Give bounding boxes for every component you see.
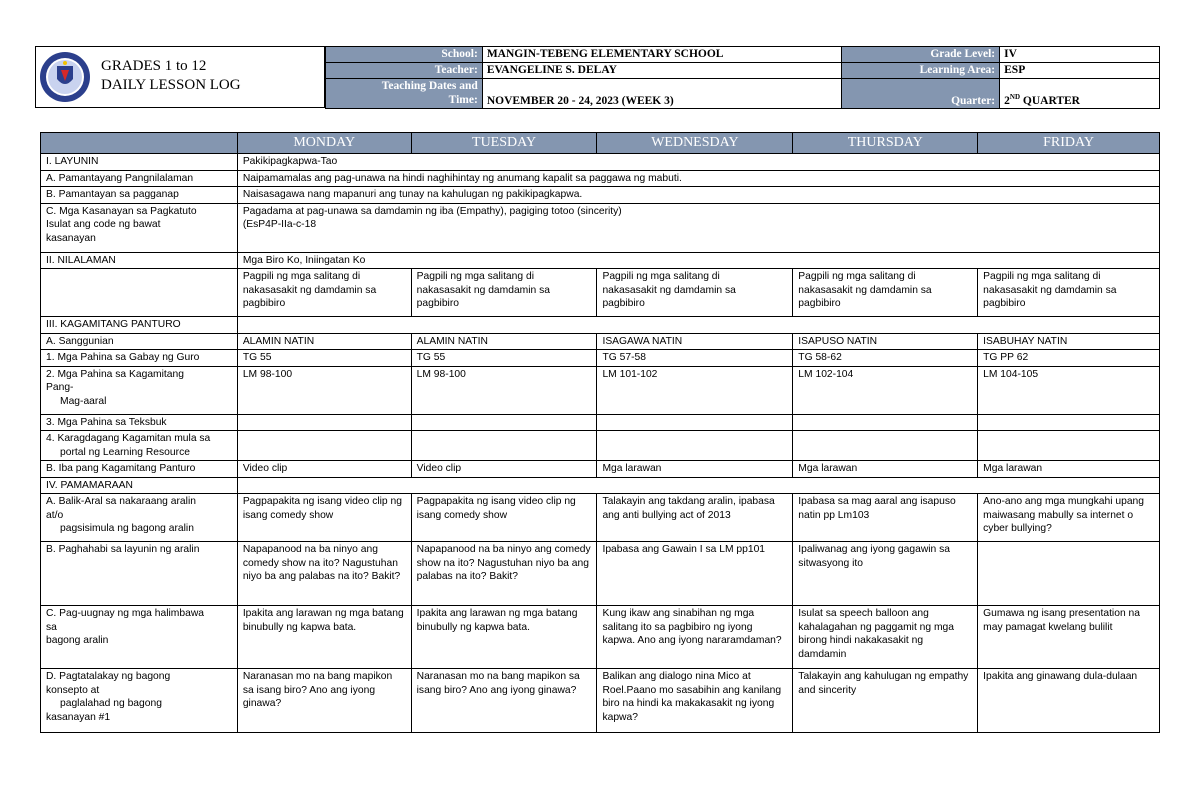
table-row — [41, 203, 1160, 252]
title-line-2: DAILY LESSON LOG — [101, 77, 241, 93]
row-value: Pakikipagkapwa-Tao — [237, 154, 1159, 171]
content-line: pagbibiro — [602, 298, 645, 309]
row-label-line: paglalahad ng bagong — [60, 698, 162, 709]
table-row — [41, 606, 1160, 669]
table-row — [41, 269, 1160, 317]
competency-code: (EsP4P-IIa-c-18 — [242, 219, 317, 230]
content-line: pagbibiro — [798, 298, 841, 309]
content-line: pagbibiro — [983, 298, 1026, 309]
row-value: Naipamamalas ang pag-unawa na hindi naghihintay ng anumang kapalit sa paggawa ng mabuti. — [237, 170, 1159, 187]
row-label: III. KAGAMITANG PANTURO — [41, 317, 238, 334]
row-label — [41, 606, 238, 669]
row-label-line: Pang- — [46, 382, 74, 393]
row-label: II. NILALAMAN — [41, 252, 238, 269]
cell-friday: Gumawa ng isang presentation na may pamagat kwelang bulilit — [978, 606, 1160, 669]
day-header-row — [41, 133, 1160, 154]
cell-monday — [237, 414, 411, 431]
row-label-line: portal ng Learning Resource — [60, 446, 190, 458]
cell-wednesday: LM 101-102 — [597, 366, 793, 414]
row-label-line: 2. Mga Pahina sa Kagamitang — [46, 368, 184, 380]
cell-monday: Ipakita ang larawan ng mga batang binubully ng kapwa bata. — [237, 606, 411, 669]
content-line: nakasasakit ng damdamin sa — [416, 284, 551, 296]
row-label — [41, 494, 238, 542]
content-cell-friday — [978, 269, 1160, 317]
cell-friday: LM 104-105 — [978, 366, 1160, 414]
row-value: Mga Biro Ko, Iniingatan Ko — [237, 252, 1159, 269]
cell-monday: Pagpapakita ng isang video clip ng isang comedy show — [237, 494, 411, 542]
content-cell-wednesday — [597, 269, 793, 317]
learning-area-label: Learning Area: — [842, 63, 1000, 79]
cell-friday — [978, 414, 1160, 431]
cell-tuesday — [411, 431, 597, 461]
table-row — [41, 669, 1160, 733]
row-label-line: at/o — [46, 509, 64, 521]
row-label-line: sa — [46, 621, 57, 633]
content-line: Pagpili ng mga salitang di — [983, 271, 1101, 282]
cell-tuesday: Video clip — [411, 461, 597, 478]
cell-monday: Video clip — [237, 461, 411, 478]
row-label-line: Mag-aaral — [60, 395, 107, 407]
row-label — [41, 431, 238, 461]
cell-wednesday — [597, 414, 793, 431]
title-line-1: GRADES 1 to 12 — [101, 58, 207, 74]
cell-thursday: Ipabasa sa mag aaral ang isapuso natin pp Lm103 — [793, 494, 978, 542]
cell-wednesday: Balikan ang dialogo nina Mico at Roel.Paano mo sasabihin ang kanilang biro na hindi ka makakasakit ng iyong kapwa? — [597, 669, 793, 733]
table-row — [41, 494, 1160, 542]
row-label: B. Paghahabi sa layunin ng aralin — [41, 542, 238, 606]
cell-tuesday: Napapanood na ba ninyo ang comedy show na ito? Nagustuhan niyo ba ang palabas na ito? Bakit? — [411, 542, 597, 606]
table-row — [41, 333, 1160, 350]
table-row — [41, 431, 1160, 461]
cell-monday — [237, 431, 411, 461]
cell-thursday: LM 102-104 — [793, 366, 978, 414]
row-value-empty — [237, 317, 1159, 334]
cell-thursday — [793, 414, 978, 431]
table-row — [41, 170, 1160, 187]
header-info-table — [325, 46, 1160, 109]
cell-monday: Naranasan mo na bang mapikon sa isang biro? Ano ang iyong ginawa? — [237, 669, 411, 733]
cell-thursday: Talakayin ang kahulugan ng empathy and sincerity — [793, 669, 978, 733]
table-row — [41, 366, 1160, 414]
content-cell-tuesday — [411, 269, 597, 317]
cell-thursday: ISAPUSO NATIN — [793, 333, 978, 350]
row-label: IV. PAMAMARAAN — [41, 477, 238, 494]
cell-friday: Ipakita ang ginawang dula-dulaan — [978, 669, 1160, 733]
row-value: Naisasagawa nang mapanuri ang tunay na kahulugan ng pakikipagkapwa. — [237, 187, 1159, 204]
cell-wednesday: Kung ikaw ang sinabihan ng mga salitang ito sa pagbibiro ng iyong kapwa. Ano ang iyong nararamdaman? — [597, 606, 793, 669]
content-cell-thursday — [793, 269, 978, 317]
cell-thursday: Mga larawan — [793, 461, 978, 478]
learning-area-value: ESP — [1000, 63, 1160, 79]
day-header-wednesday: WEDNESDAY — [597, 133, 793, 154]
competency-text: Pagadama at pag-unawa sa damdamin ng iba (Empathy), pagiging totoo (sincerity) — [242, 205, 622, 217]
content-line: nakasasakit ng damdamin sa — [602, 284, 736, 296]
row-label: A. Pamantayang Pangnilalaman — [41, 170, 238, 187]
row-label-line: kasanayan — [46, 232, 96, 244]
cell-tuesday: ALAMIN NATIN — [411, 333, 597, 350]
row-label-line: konsepto at — [46, 684, 100, 696]
row-label-line: C. Mga Kasanayan sa Pagkatuto — [46, 205, 197, 217]
content-line: nakasasakit ng damdamin sa — [242, 284, 377, 296]
content-line: Pagpili ng mga salitang di — [602, 271, 720, 282]
cell-monday: ALAMIN NATIN — [237, 333, 411, 350]
document-title — [101, 57, 241, 95]
row-label: A. Sanggunian — [41, 333, 238, 350]
quarter-suffix: ND — [1009, 93, 1021, 102]
row-label: I. LAYUNIN — [41, 154, 238, 171]
cell-wednesday: TG 57-58 — [597, 350, 793, 367]
row-label: 1. Mga Pahina sa Gabay ng Guro — [41, 350, 238, 367]
teaching-dates-label-line-2: Time: — [448, 94, 478, 106]
row-label-line: bagong aralin — [46, 635, 109, 646]
teaching-dates-value: NOVEMBER 20 - 24, 2023 (WEEK 3) — [482, 79, 842, 109]
row-label-line: D. Pagtatalakay ng bagong — [46, 671, 171, 682]
row-label-line: 4. Karagdagang Kagamitan mula sa — [46, 433, 211, 444]
teaching-dates-label-line-1: Teaching Dates and — [381, 80, 478, 92]
cell-tuesday: LM 98-100 — [411, 366, 597, 414]
content-line: nakasasakit ng damdamin sa — [798, 284, 932, 296]
cell-friday: TG PP 62 — [978, 350, 1160, 367]
table-row — [41, 461, 1160, 478]
row-label-line: kasanayan #1 — [46, 711, 111, 723]
row-label-line: Isulat ang code ng bawat — [46, 219, 161, 230]
grade-level-value: IV — [1000, 47, 1160, 63]
cell-monday: Napapanood na ba ninyo ang comedy show na ito? Nagustuhan niyo ba ang palabas na ito? Bakit? — [237, 542, 411, 606]
row-label-line: A. Balik-Aral sa nakaraang aralin — [46, 496, 196, 507]
cell-friday — [978, 431, 1160, 461]
table-row — [41, 414, 1160, 431]
row-label — [41, 366, 238, 414]
day-header-thursday: THURSDAY — [793, 133, 978, 154]
cell-tuesday: TG 55 — [411, 350, 597, 367]
cell-thursday: Isulat sa speech balloon ang kahalagahan ng paggamit ng mga birong hindi nakakasakit ng damdamin — [793, 606, 978, 669]
quarter-text: QUARTER — [1020, 95, 1080, 107]
quarter-label: Quarter: — [842, 79, 1000, 109]
table-row — [41, 477, 1160, 494]
cell-tuesday — [411, 414, 597, 431]
cell-thursday: TG 58-62 — [793, 350, 978, 367]
content-line: Pagpili ng mga salitang di — [798, 271, 916, 282]
row-label — [41, 203, 238, 252]
day-header-friday: FRIDAY — [978, 133, 1160, 154]
deped-seal-icon — [39, 51, 91, 103]
cell-wednesday — [597, 431, 793, 461]
row-label-empty — [41, 269, 238, 317]
row-label: 3. Mga Pahina sa Teksbuk — [41, 414, 238, 431]
table-row — [41, 187, 1160, 204]
row-value — [237, 203, 1159, 252]
teacher-label: Teacher: — [326, 63, 483, 79]
day-header-tuesday: TUESDAY — [411, 133, 597, 154]
cell-wednesday: Mga larawan — [597, 461, 793, 478]
table-row — [41, 317, 1160, 334]
cell-tuesday: Pagpapakita ng isang video clip ng isang comedy show — [411, 494, 597, 542]
row-label-line: pagsisimula ng bagong aralin — [60, 523, 194, 534]
content-line: Pagpili ng mga salitang di — [416, 271, 534, 282]
cell-thursday — [793, 431, 978, 461]
table-row — [41, 154, 1160, 171]
cell-tuesday: Ipakita ang larawan ng mga batang binubully ng kapwa bata. — [411, 606, 597, 669]
cell-friday: Ano-ano ang mga mungkahi upang maiwasang mabully sa internet o cyber bullying? — [978, 494, 1160, 542]
cell-wednesday: Ipabasa ang Gawain I sa LM pp101 — [597, 542, 793, 606]
lesson-log-table — [40, 132, 1160, 733]
row-label — [41, 669, 238, 733]
teacher-value: EVANGELINE S. DELAY — [482, 63, 842, 79]
table-row — [41, 252, 1160, 269]
cell-wednesday: ISAGAWA NATIN — [597, 333, 793, 350]
cell-friday: Mga larawan — [978, 461, 1160, 478]
quarter-value — [1000, 79, 1160, 109]
content-line: pagbibiro — [416, 298, 460, 309]
cell-tuesday: Naranasan mo na bang mapikon sa isang biro? Ano ang iyong ginawa? — [411, 669, 597, 733]
table-row — [41, 350, 1160, 367]
content-line: pagbibiro — [242, 298, 286, 309]
content-line: nakasasakit ng damdamin sa — [983, 284, 1117, 296]
quarter-number: 2 — [1004, 95, 1010, 107]
cell-friday: ISABUHAY NATIN — [978, 333, 1160, 350]
cell-monday: LM 98-100 — [237, 366, 411, 414]
teaching-dates-label — [326, 79, 483, 109]
row-label-line: C. Pag-uugnay ng mga halimbawa — [46, 608, 204, 619]
row-value-empty — [237, 477, 1159, 494]
school-label: School: — [326, 47, 483, 63]
header-box — [35, 46, 325, 108]
day-header-monday: MONDAY — [237, 133, 411, 154]
day-header-blank — [41, 133, 238, 154]
cell-monday: TG 55 — [237, 350, 411, 367]
grade-level-label: Grade Level: — [842, 47, 1000, 63]
cell-wednesday: Talakayin ang takdang aralin, ipabasa ang anti bullying act of 2013 — [597, 494, 793, 542]
school-value: MANGIN-TEBENG ELEMENTARY SCHOOL — [482, 47, 842, 63]
row-label: B. Pamantayan sa pagganap — [41, 187, 238, 204]
content-cell-monday — [237, 269, 411, 317]
cell-friday — [978, 542, 1160, 606]
table-row — [41, 542, 1160, 606]
content-line: Pagpili ng mga salitang di — [242, 271, 361, 282]
row-label: B. Iba pang Kagamitang Panturo — [41, 461, 238, 478]
cell-thursday: Ipaliwanag ang iyong gagawin sa sitwasyong ito — [793, 542, 978, 606]
